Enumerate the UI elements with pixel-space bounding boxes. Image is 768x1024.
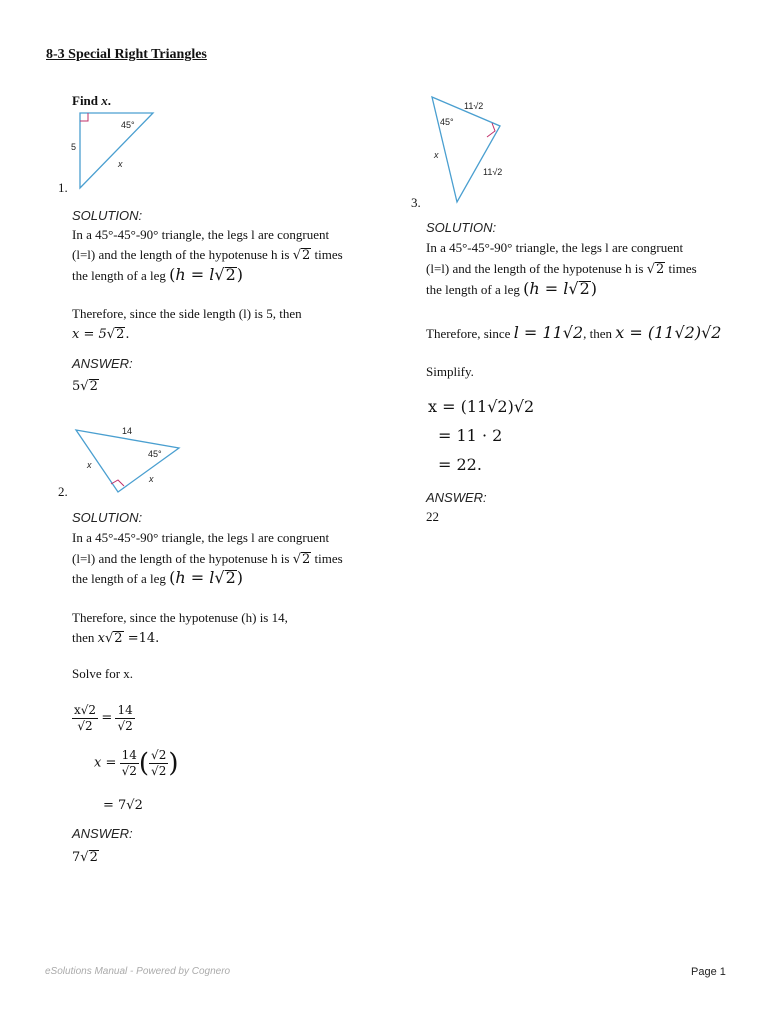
therefore-2-eq: x√2 =14. — [97, 631, 160, 646]
step2-paren-den: √2 — [151, 764, 167, 778]
solve-step-2: x = $\frac{14}{√2}$ ( $\frac{√2}{√2}$ ) — [94, 748, 179, 779]
therefore-2-hyp: 14 — [138, 631, 156, 646]
answer-label-1: ANSWER: — [72, 356, 133, 371]
leg-formula-h: h = l — [175, 265, 215, 284]
answer-label-2: ANSWER: — [72, 826, 133, 841]
leg2-label-2: x — [149, 474, 154, 484]
solution-label-1: SOLUTION: — [72, 208, 143, 223]
therefore-2-x: x — [97, 631, 105, 646]
simplify-step-1: x = (11√2)√2 — [428, 397, 535, 416]
rule-line2-b: times — [668, 261, 697, 276]
rule-line3-text: the length of a leg — [72, 571, 166, 586]
triangle-figure-2 — [72, 422, 184, 496]
right-label-3: 11√2 — [483, 167, 503, 177]
side-label-1: 5 — [71, 142, 77, 152]
problem-number-2: 2. — [58, 484, 68, 499]
answer-2: 7√2 — [72, 850, 98, 865]
therefore-1-line1: Therefore, since the side length (l) is 5, then — [72, 306, 302, 321]
therefore-2-radicand: 2 — [114, 631, 123, 646]
therefore-1-radicand: 2 — [116, 327, 125, 342]
instruction-suffix: . — [107, 93, 112, 108]
radicand: 2 — [656, 262, 665, 277]
unknown-label-3: x — [434, 150, 439, 160]
step1-rhs-den: √2 — [117, 719, 133, 733]
instruction-prefix: Find — [72, 93, 102, 108]
instruction-var: x — [101, 93, 108, 108]
answer-2-coef: 7 — [72, 850, 81, 865]
rule-line2-p1 — [72, 246, 343, 265]
leg1-label-2: x — [87, 460, 92, 470]
step1-lhs-num: x√2 — [74, 703, 97, 717]
answer-3: 22 — [426, 509, 439, 524]
step1-rhs-num: 14 — [117, 703, 133, 717]
triangle-1-shape — [80, 113, 153, 188]
leg-formula: (h = l√2) — [169, 568, 243, 587]
rule-line3-p2 — [72, 569, 243, 588]
solve-step-3: = 7√2 — [103, 798, 143, 813]
rule-line3-text: the length of a leg — [426, 282, 520, 297]
leg-formula-radicand: 2 — [225, 568, 236, 587]
answer-1: 5√2 — [72, 379, 98, 394]
page-title: 8-3 Special Right Triangles — [46, 47, 207, 62]
step1-rhs-fraction — [115, 703, 134, 734]
page-number: Page 1 — [691, 966, 726, 978]
therefore-3 — [426, 324, 721, 343]
simplify-step-2: = 11 · 2 — [438, 426, 503, 445]
rule-line2-b: times — [314, 551, 343, 566]
rule-line1-p3: In a 45°-45°-90° triangle, the legs l are congruent — [426, 240, 684, 255]
answer-label-3: ANSWER: — [426, 490, 487, 505]
therefore-3-prefix: Therefore, since — [426, 326, 511, 341]
angle-label-3: 45° — [440, 117, 454, 127]
instruction — [72, 92, 111, 110]
radicand: 2 — [302, 248, 311, 263]
rule-line3-p3 — [426, 280, 597, 299]
step1-lhs-fraction — [72, 703, 98, 734]
step2-lhs: x = — [94, 755, 117, 771]
step2-frac-den: √2 — [121, 764, 137, 778]
leg-formula: (h = l√2) — [169, 265, 243, 284]
rule-line2-b: times — [314, 247, 343, 262]
rule-line1-p2: In a 45°-45°-90° triangle, the legs l are congruent — [72, 530, 330, 545]
leg-formula: (h = l√2) — [523, 279, 597, 298]
rule-line2-a: (l=l) and the length of the hypotenuse h is — [426, 261, 644, 276]
rule-line2-p2 — [72, 550, 343, 569]
answer-2-radicand: 2 — [89, 850, 98, 865]
step2-frac-num: 14 — [121, 748, 137, 762]
rule-line2-p3 — [426, 260, 697, 279]
problem-number-1: 1. — [58, 180, 68, 195]
solution-label-3: SOLUTION: — [426, 220, 497, 235]
therefore-2-line2 — [72, 629, 159, 648]
angle-label-2: 45° — [148, 449, 162, 459]
top-label-3: 11√2 — [464, 101, 484, 111]
rule-line2-a: (l=l) and the length of the hypotenuse h is — [72, 247, 290, 262]
rule-line2-a: (l=l) and the length of the hypotenuse h is — [72, 551, 290, 566]
rule-line3-p1 — [72, 266, 243, 285]
right-angle-mark-1 — [80, 113, 88, 121]
sqrt2-expression: √2 — [292, 552, 311, 567]
sqrt2-expression: √2 — [292, 248, 311, 263]
solution-label-2: SOLUTION: — [72, 510, 143, 525]
triangle-figure-3 — [424, 92, 526, 204]
leg-formula-radicand: 2 — [225, 265, 236, 284]
rule-line3-text: the length of a leg — [72, 268, 166, 283]
angle-label-1: 45° — [121, 120, 135, 130]
therefore-2-prefix: then — [72, 630, 95, 645]
hyp-label-2: 14 — [122, 426, 133, 436]
radicand: 2 — [302, 552, 311, 567]
therefore-1-expr: x = 5 — [72, 327, 107, 342]
rule-line1-p1: In a 45°-45°-90° triangle, the legs l are congruent — [72, 227, 330, 242]
simplify-text: Simplify. — [426, 364, 474, 379]
leg-formula-radicand: 2 — [579, 279, 590, 298]
right-angle-mark-3 — [487, 123, 495, 137]
triangle-figure-1 — [68, 110, 160, 192]
problem-number-3: 3. — [411, 195, 421, 210]
therefore-2-line1: Therefore, since the hypotenuse (h) is 14, — [72, 610, 288, 625]
step2-fraction — [120, 748, 139, 779]
footer-credit: eSolutions Manual - Powered by Cognero — [45, 966, 231, 977]
therefore-1-line2: x = 5√2. — [72, 327, 130, 342]
therefore-3-x: x = (11√2)√2 — [615, 323, 722, 342]
step1-lhs-den: √2 — [77, 719, 93, 733]
leg-formula-h: h = l — [175, 568, 215, 587]
step2-paren-num: √2 — [151, 748, 167, 762]
solve-for-text: Solve for x. — [72, 666, 134, 681]
sqrt2-expression: √2 — [646, 262, 665, 277]
step2-paren-fraction — [149, 748, 168, 779]
unknown-label-1: x — [118, 159, 123, 169]
answer-1-coef: 5 — [72, 379, 81, 394]
simplify-step-3: = 22. — [438, 455, 482, 474]
solve-step-1: $\frac{x√2}{√2}$ = $\frac{14}{√2}$ — [74, 703, 133, 733]
therefore-3-l: l = 11√2 — [513, 323, 584, 342]
therefore-3-mid: , then — [583, 326, 613, 341]
triangle-3-shape — [432, 97, 503, 202]
leg-formula-h: h = l — [529, 279, 569, 298]
answer-1-radicand: 2 — [89, 379, 98, 394]
